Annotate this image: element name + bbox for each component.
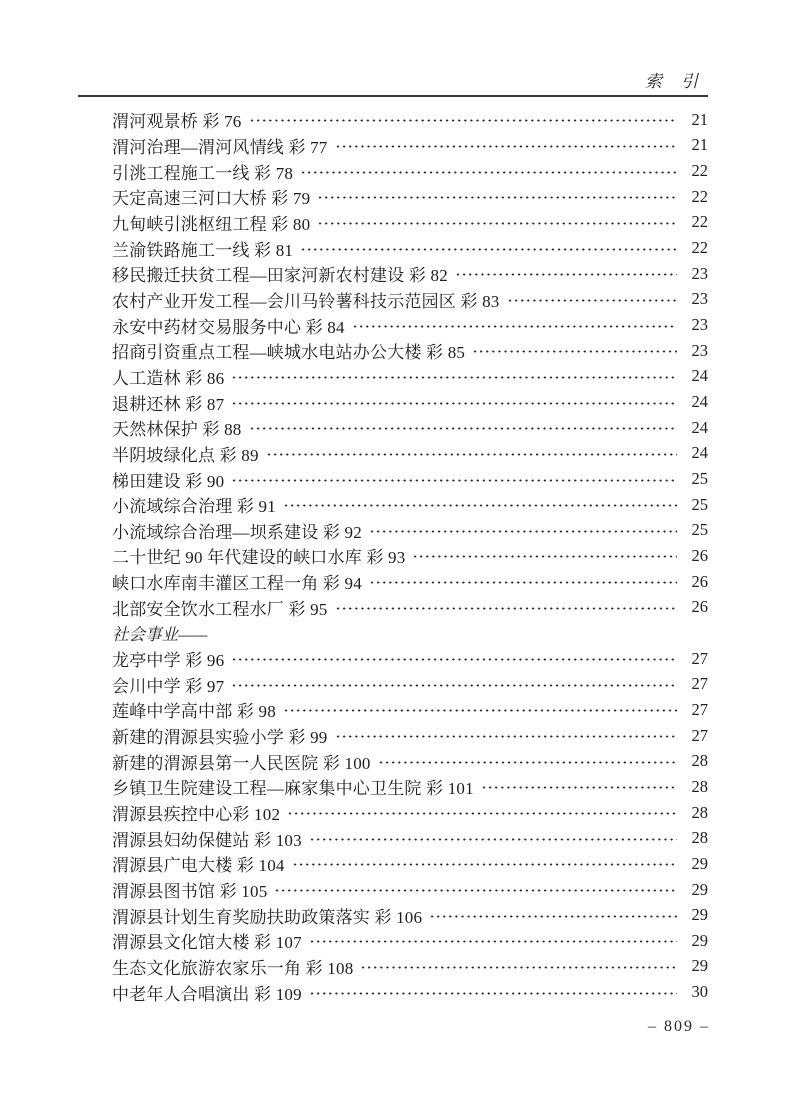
dot-leader	[266, 452, 677, 457]
index-entry	[112, 338, 708, 364]
entry-title: 会川中学 彩 97	[112, 676, 225, 696]
entry-title: 渭源县疾控中心彩 102	[112, 805, 281, 825]
entry-title: 引洮工程施工一线 彩 78	[112, 163, 294, 183]
entry-page-number: 24	[691, 443, 708, 463]
index-entry	[112, 415, 708, 441]
dot-leader	[231, 401, 677, 406]
entry-title: 永安中药材交易服务中心 彩 84	[112, 317, 345, 337]
entry-page-number: 28	[691, 751, 708, 771]
section-header: 社会事业——	[112, 624, 208, 644]
entry-page-number: 29	[691, 930, 708, 950]
entry-title: 退耕还林 彩 87	[112, 394, 225, 414]
index-entry	[112, 569, 708, 595]
entry-title: 莲峰中学高中部 彩 98	[112, 702, 276, 722]
entry-page-number: 30	[691, 982, 708, 1002]
entry-title: 兰渝铁路施工一线 彩 81	[112, 240, 294, 260]
index-entry	[112, 928, 708, 954]
dot-leader	[335, 734, 678, 739]
dot-leader	[283, 708, 677, 713]
dot-leader	[335, 606, 678, 611]
dot-leader	[335, 144, 678, 149]
entry-page-number: 25	[691, 494, 708, 514]
entry-page-number: 21	[691, 109, 708, 129]
index-entry	[112, 492, 708, 518]
entry-title: 渭河治理—渭河风情线 彩 77	[112, 137, 328, 157]
entry-title: 二十世纪 90 年代建设的峡口水库 彩 93	[112, 548, 406, 568]
entry-page-number: 23	[691, 340, 708, 360]
index-entry	[112, 800, 708, 826]
entry-title: 梯田建设 彩 90	[112, 471, 225, 491]
entry-page-number: 29	[691, 905, 708, 925]
entry-title: 天然林保护 彩 88	[112, 420, 242, 440]
entry-title: 人工造林 彩 86	[112, 368, 225, 388]
entry-title: 北部安全饮水工程水厂 彩 95	[112, 599, 328, 619]
index-entry	[112, 261, 708, 287]
dot-leader	[283, 503, 677, 508]
index-entry	[112, 723, 708, 749]
dot-leader	[300, 170, 677, 175]
entry-title: 新建的渭源县实验小学 彩 99	[112, 728, 328, 748]
index-entry	[112, 902, 708, 928]
dot-leader	[369, 529, 677, 534]
index-entry	[112, 851, 708, 877]
entry-page-number: 28	[691, 802, 708, 822]
index-entry	[112, 543, 708, 569]
entry-page-number: 24	[691, 392, 708, 412]
dot-leader	[317, 221, 677, 226]
index-entry	[112, 235, 708, 261]
dot-leader	[231, 683, 677, 688]
dot-leader	[360, 965, 677, 970]
entry-page-number: 22	[691, 186, 708, 206]
entry-title: 新建的渭源县第一人民医院 彩 100	[112, 753, 371, 773]
entry-page-number: 22	[691, 161, 708, 181]
entry-page-number: 26	[691, 571, 708, 591]
entry-title: 九甸峡引洮枢纽工程 彩 80	[112, 214, 311, 234]
page-number: – 809 –	[648, 1018, 710, 1035]
entry-page-number: 29	[691, 879, 708, 899]
entry-title: 农村产业开发工程—会川马铃薯科技示范园区 彩 83	[112, 291, 500, 311]
entry-title: 生态文化旅游农家乐一角 彩 108	[112, 958, 354, 978]
entry-page-number: 29	[691, 956, 708, 976]
dot-leader	[378, 760, 677, 765]
dot-leader	[317, 195, 677, 200]
entry-page-number: 28	[691, 828, 708, 848]
index-entry	[112, 312, 708, 338]
entry-page-number: 23	[691, 289, 708, 309]
index-entry	[112, 748, 708, 774]
entry-title: 小流域综合治理—坝系建设 彩 92	[112, 522, 362, 542]
entry-title: 峡口水库南丰灌区工程一角 彩 94	[112, 574, 362, 594]
dot-leader	[249, 118, 678, 123]
index-entry	[112, 210, 708, 236]
dot-leader	[309, 991, 677, 996]
index-entry	[112, 697, 708, 723]
index-entry	[112, 107, 708, 133]
index-entry	[112, 133, 708, 159]
dot-leader	[369, 580, 677, 585]
entry-page-number: 22	[691, 238, 708, 258]
dot-leader	[309, 837, 677, 842]
index-entry	[112, 466, 708, 492]
entry-title: 半阴坡绿化点 彩 89	[112, 445, 259, 465]
entry-title: 中老年人合唱演出 彩 109	[112, 984, 302, 1004]
entry-page-number: 27	[691, 648, 708, 668]
entry-page-number: 23	[691, 263, 708, 283]
entry-title: 渭源县文化馆大楼 彩 107	[112, 933, 302, 953]
entry-title: 小流域综合治理 彩 91	[112, 497, 276, 517]
dot-leader	[231, 657, 677, 662]
page-title: 索 引	[645, 72, 699, 91]
dot-leader	[231, 478, 677, 483]
dot-leader	[309, 939, 677, 944]
entry-page-number: 24	[691, 417, 708, 437]
dot-leader	[231, 375, 677, 380]
entry-page-number: 22	[691, 212, 708, 232]
dot-leader	[352, 324, 677, 329]
entry-page-number: 27	[691, 725, 708, 745]
entry-title: 渭源县计划生育奖励扶助政策落实 彩 106	[112, 907, 423, 927]
dot-leader	[249, 426, 678, 431]
entry-title: 渭源县妇幼保健站 彩 103	[112, 830, 302, 850]
entry-page-number: 24	[691, 366, 708, 386]
index-entry	[112, 389, 708, 415]
index-entry	[112, 774, 708, 800]
entry-page-number: 26	[691, 545, 708, 565]
entry-page-number: 27	[691, 699, 708, 719]
index-entry	[112, 671, 708, 697]
dot-leader	[481, 785, 677, 790]
entry-title: 乡镇卫生院建设工程—麻家集中心卫生院 彩 101	[112, 779, 474, 799]
dot-leader	[300, 247, 677, 252]
header-rule	[78, 95, 708, 97]
index-entry	[112, 594, 708, 620]
index-entry	[112, 825, 708, 851]
entry-title: 渭源县图书馆 彩 105	[112, 882, 268, 902]
entry-title: 渭河观景桥 彩 76	[112, 112, 242, 132]
index-entry	[112, 287, 708, 313]
dot-leader	[472, 349, 677, 354]
dot-leader	[292, 862, 677, 867]
entry-title: 天定高速三河口大桥 彩 79	[112, 189, 311, 209]
dot-leader	[274, 888, 677, 893]
index-entry	[112, 364, 708, 390]
entry-title: 龙亭中学 彩 96	[112, 651, 225, 671]
index-entry	[112, 877, 708, 903]
entry-title: 移民搬迁扶贫工程—田家河新农村建设 彩 82	[112, 266, 448, 286]
entry-page-number: 29	[691, 853, 708, 873]
index-list	[112, 107, 708, 1005]
dot-leader	[507, 298, 678, 303]
dot-leader	[429, 914, 677, 919]
entry-title: 招商引资重点工程—峡城水电站办公大楼 彩 85	[112, 343, 466, 363]
entry-page-number: 25	[691, 520, 708, 540]
entry-page-number: 26	[691, 597, 708, 617]
entry-page-number: 28	[691, 776, 708, 796]
index-entry	[112, 441, 708, 467]
dot-leader	[287, 811, 677, 816]
index-entry	[112, 979, 708, 1005]
index-entry	[112, 646, 708, 672]
index-entry	[112, 158, 708, 184]
dot-leader	[412, 554, 677, 559]
entry-page-number: 25	[691, 469, 708, 489]
index-entry	[112, 954, 708, 980]
entry-page-number: 23	[691, 315, 708, 335]
entry-page-number: 21	[691, 135, 708, 155]
entry-page-number: 27	[691, 674, 708, 694]
index-entry	[112, 184, 708, 210]
entry-title: 渭源县广电大楼 彩 104	[112, 856, 285, 876]
index-entry	[112, 518, 708, 544]
dot-leader	[455, 272, 677, 277]
